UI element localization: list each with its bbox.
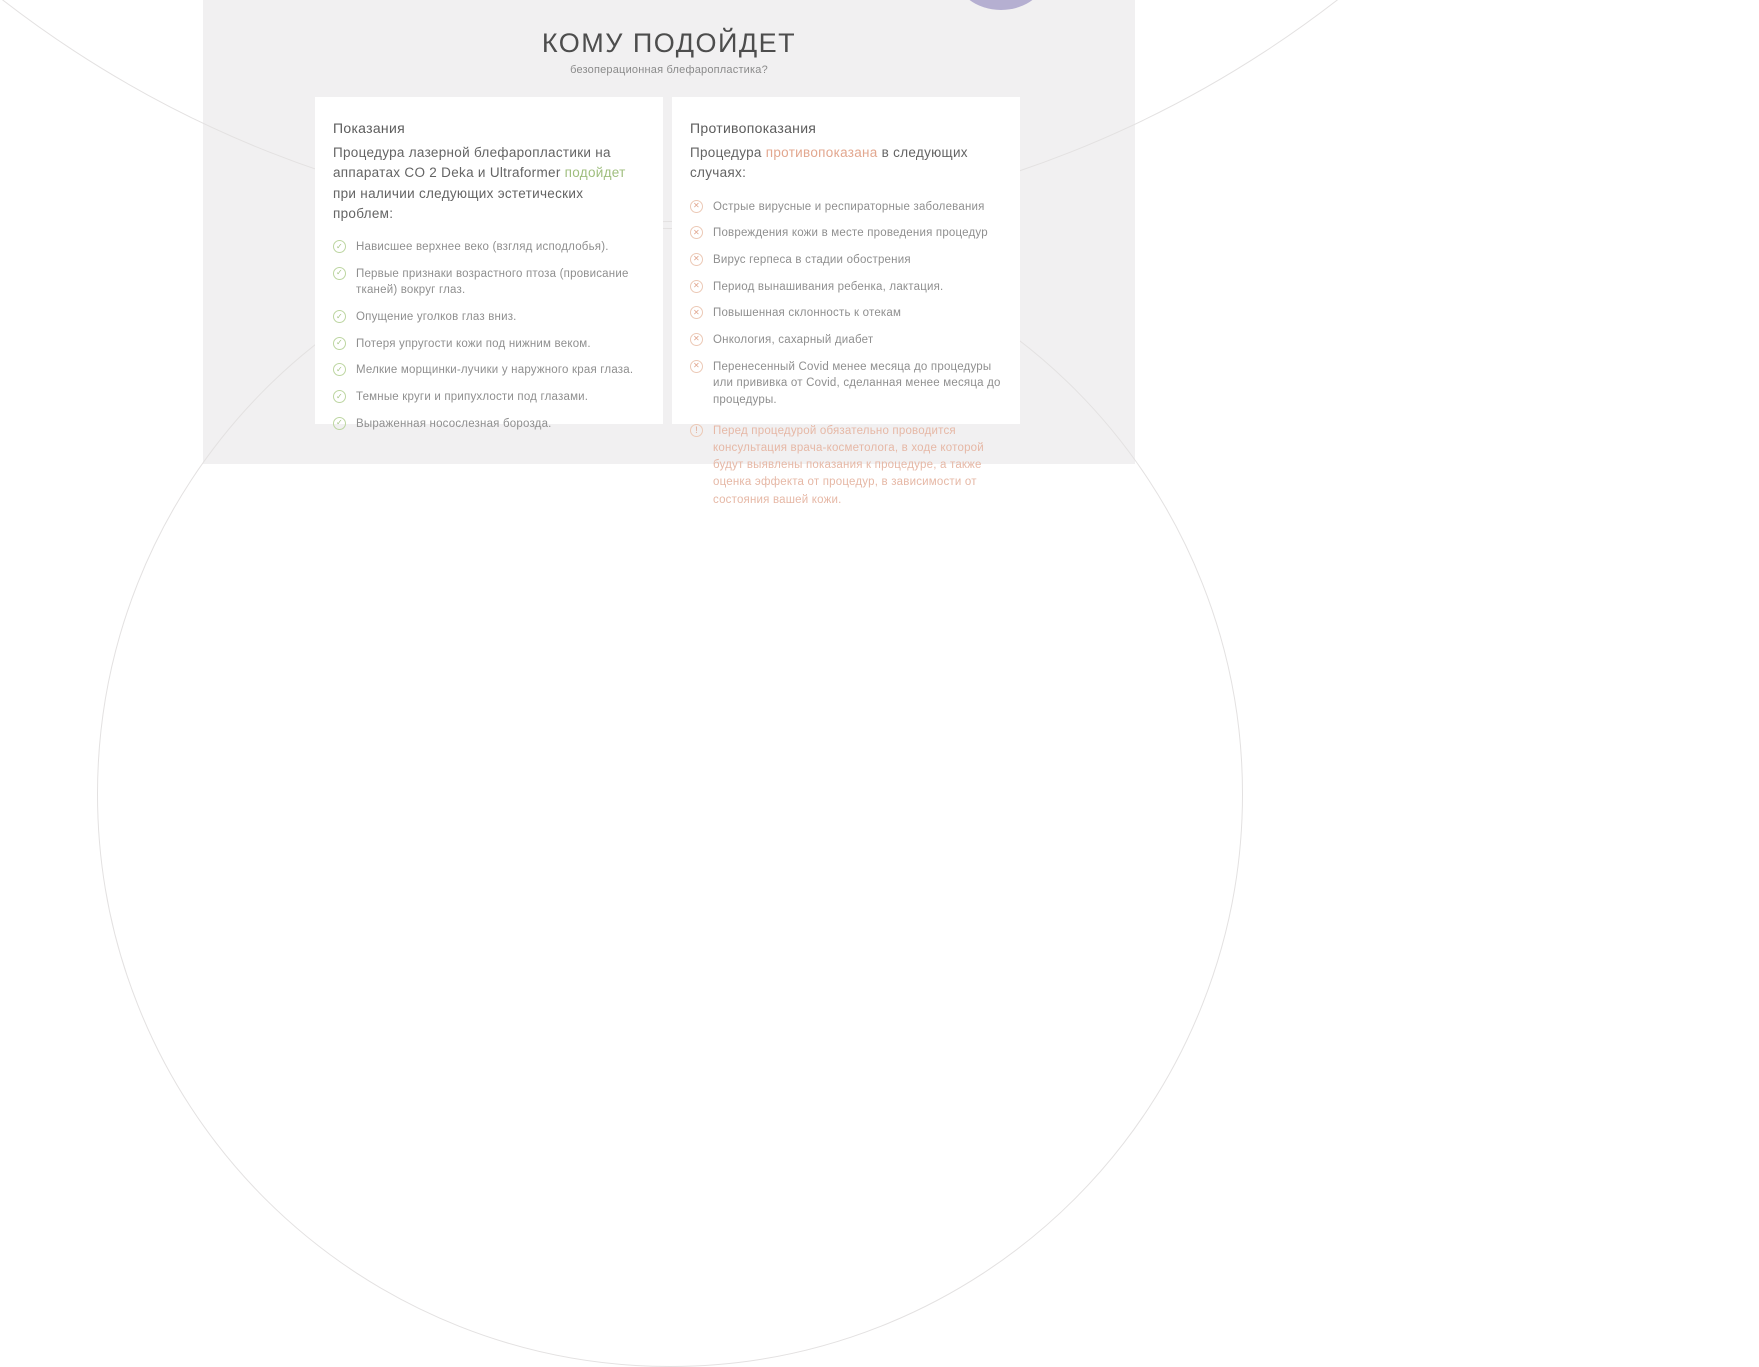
indications-list [333, 239, 645, 432]
contraindication-list-item [690, 279, 1002, 296]
indication-item-text: Темные круги и припухлости под глазами. [356, 391, 589, 404]
x-circle-icon: ✕ [690, 280, 703, 293]
contraindication-item-text: Повышенная склонность к отекам [713, 307, 902, 320]
page-title: КОМУ ПОДОЙДЕТ [541, 28, 797, 58]
indication-list-item [333, 239, 645, 256]
indications-card [315, 97, 663, 430]
indications-heading: Показания [333, 120, 405, 136]
indication-list-item [333, 416, 645, 433]
check-circle-icon: ✓ [333, 240, 346, 253]
intro-text-after: в следующих случаях: [690, 145, 968, 181]
check-circle-icon: ✓ [333, 267, 346, 280]
consultation-note [690, 423, 1002, 509]
indication-list-item [333, 309, 645, 326]
contraindication-list-item [690, 359, 1002, 409]
consultation-note-text: Перед процедурой обязательно проводится консультация врача-косметолога, в ходе которой будут выявлены показания к процедуре, а также оценка эффекта от процедур, в зависимости от состояния вашей кожи. [713, 424, 984, 506]
contraindication-list-item [690, 305, 1002, 322]
intro-accent-pink: противопоказана [765, 145, 878, 160]
indication-item-text: Опущение уголков глаз вниз. [356, 311, 517, 324]
intro-text-after: при наличии следующих эстетических проблем: [333, 185, 584, 221]
contraindications-card [672, 97, 1020, 506]
x-circle-icon: ✕ [690, 306, 703, 319]
contraindication-item-text: Вирус герпеса в стадии обострения [713, 253, 911, 266]
x-circle-icon: ✕ [690, 200, 703, 213]
indication-list-item [333, 336, 645, 353]
warning-icon: ! [690, 424, 703, 437]
check-circle-icon: ✓ [333, 417, 346, 430]
section-header [203, 28, 1135, 76]
contraindication-list-item [690, 199, 1002, 216]
contraindication-item-text: Повреждения кожи в месте проведения процедур [713, 227, 988, 240]
x-circle-icon: ✕ [690, 360, 703, 373]
contraindication-item-text: Острые вирусные и респираторные заболевания [713, 200, 985, 213]
x-circle-icon: ✕ [690, 253, 703, 266]
contraindications-intro [690, 143, 1002, 184]
contraindication-list-item [690, 332, 1002, 349]
indication-item-text: Потеря упругости кожи под нижним веком. [356, 337, 591, 350]
intro-text: Процедура [690, 145, 766, 160]
intro-accent-green: подойдет [564, 165, 626, 181]
indication-list-item [333, 266, 645, 299]
check-circle-icon: ✓ [333, 390, 346, 403]
check-circle-icon: ✓ [333, 337, 346, 350]
contraindication-list-item [690, 225, 1002, 242]
indication-item-text: Первые признаки возрастного птоза (провисание тканей) вокруг глаз. [356, 267, 629, 297]
indication-item-text: Нависшее верхнее веко (взгляд исподлобья). [356, 241, 609, 253]
indication-item-text: Выраженная носослезная борозда. [356, 417, 552, 430]
page-subtitle: безоперационная блефаропластика? [570, 64, 768, 76]
indication-list-item [333, 389, 645, 406]
contraindication-item-text: Перенесенный Covid менее месяца до процедуры или прививка от Covid, сделанная менее месяца до процедуры. [713, 360, 1001, 406]
indication-list-item [333, 362, 645, 379]
contraindication-item-text: Онкология, сахарный диабет [713, 333, 874, 346]
indications-intro [333, 143, 645, 224]
check-circle-icon: ✓ [333, 363, 346, 376]
intro-text: Процедура лазерной блефаропластики на аппаратах CO 2 Deka и Ultraformer [333, 145, 611, 181]
check-circle-icon: ✓ [333, 310, 346, 323]
contraindications-heading: Противопоказания [690, 120, 817, 136]
x-circle-icon: ✕ [690, 226, 703, 239]
contraindication-list-item [690, 252, 1002, 269]
contraindications-list [690, 199, 1002, 409]
contraindication-item-text: Период вынашивания ребенка, лактация. [713, 280, 944, 293]
cards-row [315, 97, 1020, 506]
blepharoplasty-suitability-section [203, 0, 1135, 506]
x-circle-icon: ✕ [690, 333, 703, 346]
indication-item-text: Мелкие морщинки-лучики у наружного края глаза. [356, 364, 634, 377]
